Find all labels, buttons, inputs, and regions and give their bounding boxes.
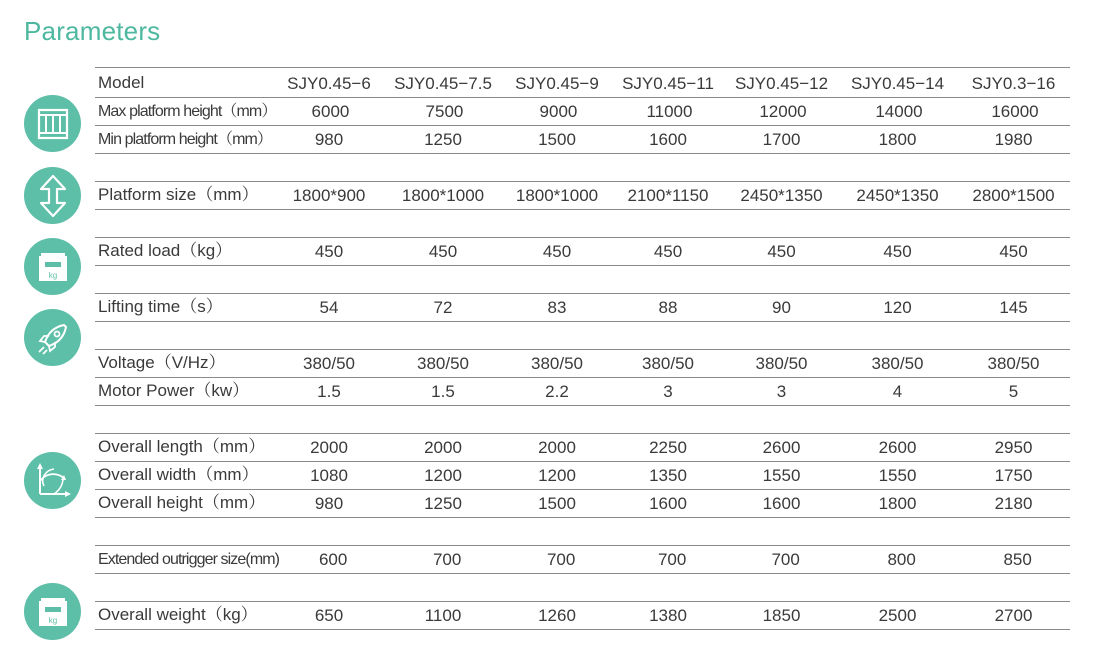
cell: 380/50 — [755, 354, 808, 373]
cell: 700 — [771, 550, 800, 569]
table-row-platform-size — [95, 181, 1070, 209]
cell: 1080 — [310, 466, 348, 485]
cell: 2180 — [994, 494, 1033, 513]
table-rule — [95, 573, 1070, 574]
cell: 1800*1000 — [515, 186, 599, 205]
cell: 1250 — [424, 130, 462, 149]
cell: SJY0.45−11 — [622, 74, 714, 93]
cell: 1550 — [762, 466, 801, 485]
cell: 4 — [892, 382, 903, 401]
table-row-motor-power — [95, 377, 1070, 405]
table-row-overall-height — [95, 489, 1070, 517]
cell: 2.2 — [545, 382, 569, 401]
cell: 2700 — [994, 606, 1033, 625]
row-label: Motor Power（kw） — [98, 381, 250, 400]
cell: 2100*1150 — [627, 186, 709, 205]
row-label: Max platform height（mm） — [98, 103, 277, 120]
table-rule — [95, 265, 1070, 266]
cell: 380/50 — [987, 354, 1040, 373]
row-label: Rated load（kg） — [98, 241, 233, 260]
cell: 1750 — [994, 466, 1033, 485]
cell: 380/50 — [531, 354, 583, 373]
cell: 1.5 — [317, 382, 341, 401]
cell: 6000 — [311, 102, 350, 121]
cell: 980 — [314, 494, 344, 513]
cell: 16000 — [991, 102, 1039, 121]
cell: 72 — [433, 298, 453, 317]
cell: 450 — [999, 242, 1028, 261]
row-label: Overall height（mm） — [98, 493, 266, 512]
vertical-arrow-icon — [24, 167, 81, 224]
cell: 1100 — [424, 606, 462, 625]
cell: 1.5 — [431, 382, 455, 401]
cell: SJY0.3−16 — [971, 74, 1056, 93]
cell: 2450*1350 — [856, 186, 939, 205]
cell: SJY0.45−12 — [734, 74, 829, 93]
cell: 145 — [999, 298, 1028, 317]
cell: 700 — [546, 550, 576, 569]
cell: 1600 — [649, 494, 687, 513]
row-label: Voltage（V/Hz） — [98, 353, 226, 372]
cell: 1500 — [538, 130, 576, 149]
table-row-voltage — [95, 349, 1070, 377]
table-row-overall-length — [95, 433, 1070, 461]
cell: 2250 — [649, 438, 687, 457]
cell: 11000 — [646, 102, 693, 121]
row-label: Overall length（mm） — [98, 437, 266, 456]
cell: 2450*1350 — [740, 186, 823, 205]
scale-kg-icon — [24, 238, 81, 295]
table-rule — [95, 629, 1070, 630]
cell: 450 — [428, 242, 458, 261]
cell: 2000 — [538, 438, 576, 457]
cell: 1500 — [538, 494, 576, 513]
cell: 1980 — [994, 130, 1033, 149]
cell: 380/50 — [303, 354, 355, 373]
cell: 2800*1500 — [972, 186, 1055, 205]
cell: 54 — [319, 298, 339, 317]
cell: 450 — [883, 242, 912, 261]
table-rule — [95, 321, 1070, 322]
row-label: Model — [98, 73, 145, 92]
cell: 1200 — [538, 466, 576, 485]
cell: SJY0.45−9 — [515, 74, 599, 93]
cell: 3 — [776, 382, 787, 401]
kg-text: kg — [48, 270, 57, 280]
cell: 2000 — [424, 438, 462, 457]
cell: 600 — [318, 550, 348, 569]
cell: 1550 — [878, 466, 917, 485]
cell: 1200 — [424, 466, 462, 485]
table-row-extended-outrigger-size — [95, 545, 1070, 573]
cell: 380/50 — [642, 354, 694, 373]
cell: 120 — [883, 298, 912, 317]
cell: SJY0.45−6 — [287, 74, 371, 93]
row-label: Lifting time（s） — [98, 297, 223, 316]
cell: 1800 — [878, 130, 917, 149]
cell: 800 — [887, 550, 916, 569]
cell: 450 — [542, 242, 572, 261]
cell: 9000 — [539, 102, 578, 121]
cell: SJY0.45−7.5 — [394, 74, 492, 93]
row-label: Overall weight（kg） — [98, 605, 258, 624]
cell: 1800*900 — [292, 186, 366, 205]
cell: 1600 — [762, 494, 801, 513]
table-rule — [95, 405, 1070, 406]
table-rule — [95, 209, 1070, 210]
cell: 700 — [657, 550, 687, 569]
cell: 14000 — [875, 102, 923, 121]
cell: 380/50 — [417, 354, 469, 373]
cell: 1800*1000 — [401, 186, 485, 205]
platform-frame-icon — [24, 95, 81, 152]
cell: 2600 — [878, 438, 917, 457]
cell: 88 — [658, 298, 678, 317]
cell: 1350 — [649, 466, 687, 485]
row-label: Extended outrigger size(mm) — [98, 551, 280, 568]
cell: 700 — [432, 550, 462, 569]
rocket-icon — [24, 309, 81, 366]
cell: SJY0.45−14 — [850, 74, 945, 93]
cell: 850 — [1003, 550, 1032, 569]
cell: 1700 — [762, 130, 801, 149]
row-label: Min platform height（mm） — [98, 131, 273, 148]
cell: 3 — [663, 382, 673, 401]
row-label: Platform size（mm） — [98, 185, 259, 204]
table-row-overall-weight — [95, 601, 1070, 629]
cell: 5 — [1008, 382, 1019, 401]
cell: 1800 — [878, 494, 917, 513]
table-row-max-platform-height — [95, 97, 1070, 125]
cell: 83 — [547, 298, 567, 317]
cell: 2500 — [878, 606, 917, 625]
page-title: Parameters — [24, 16, 161, 46]
cell: 980 — [314, 130, 344, 149]
table-rule — [95, 67, 1070, 68]
cell: 1250 — [424, 494, 462, 513]
cell: 1600 — [649, 130, 687, 149]
cell: 1850 — [762, 606, 801, 625]
table-row-model — [95, 69, 1070, 97]
cell: 1260 — [538, 606, 576, 625]
axes-rotation-icon — [24, 452, 81, 509]
scale-kg-icon — [24, 583, 81, 640]
cell: 7500 — [425, 102, 464, 121]
cell: 380/50 — [871, 354, 924, 373]
table-row-lifting-time — [95, 293, 1070, 321]
cell: 1380 — [649, 606, 687, 625]
kg-text: kg — [48, 615, 57, 625]
cell: 90 — [772, 298, 791, 317]
cell: 2000 — [310, 438, 348, 457]
cell: 450 — [767, 242, 796, 261]
table-rule — [95, 517, 1070, 518]
row-label: Overall width（mm） — [98, 465, 259, 484]
cell: 450 — [314, 242, 344, 261]
cell: 450 — [653, 242, 683, 261]
cell: 12000 — [759, 102, 807, 121]
cell: 2950 — [994, 438, 1033, 457]
table-row-min-platform-height — [95, 125, 1070, 153]
cell: 650 — [314, 606, 344, 625]
cell: 2600 — [762, 438, 801, 457]
table-row-overall-width — [95, 461, 1070, 489]
table-row-rated-load — [95, 237, 1070, 265]
table-rule — [95, 153, 1070, 154]
